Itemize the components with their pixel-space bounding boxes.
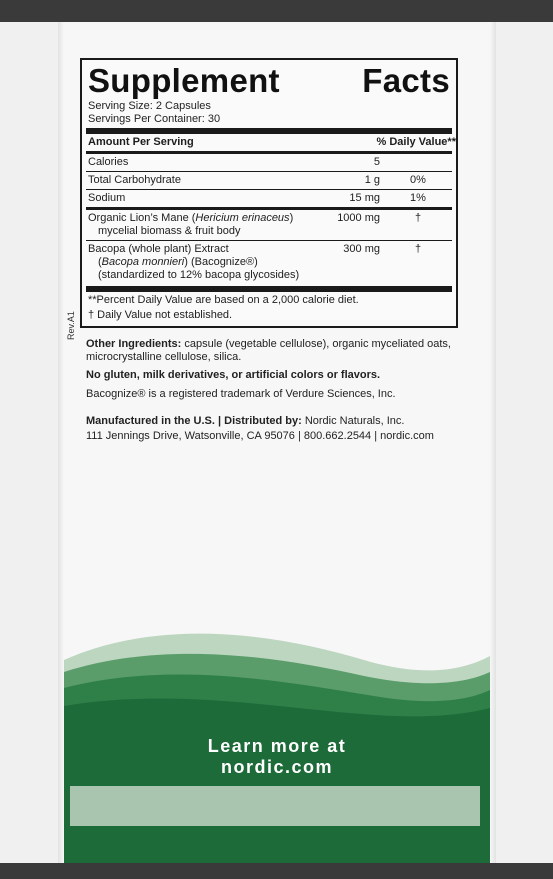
amount-per-serving-header: Amount Per Serving [88,136,194,148]
box-side-right [496,22,553,863]
panel-fold-right [490,22,496,863]
ingredient-row-lions-mane [86,210,452,240]
facts-title-right: Facts [362,62,450,99]
other-ingredients-text: capsule (vegetable cellulose), organic myceliated oats, microcrystalline cellulose, silica. [86,338,451,363]
bottom-edge [0,863,553,879]
other-ingredients-label: Other Ingredients: [86,338,182,350]
nutrient-name: Sodium [88,192,126,204]
distributor-name: Nordic Naturals, Inc. [301,415,405,427]
learn-more-line1: Learn more at [207,736,347,756]
ingredient-row-bacopa [86,241,452,284]
nutrient-amount: 1 g [364,174,380,186]
footnote-daily-value: **Percent Daily Value are based on a 2,000 calorie diet. [88,294,359,306]
nutrient-row-calories [86,154,452,171]
revision-code: Rev.A1 [66,311,76,340]
footnote-not-established: † Daily Value not established. [88,309,233,321]
lions-mane-name-b: ) [289,212,294,224]
serving-size: Serving Size: 2 Capsules [88,100,211,112]
learn-more-text [64,736,490,778]
nutrient-dv: 1% [410,192,426,204]
address-line: 111 Jennings Drive, Watsonville, CA 95076 | 800.662.2544 | nordic.com [86,430,434,442]
other-ingredients [86,338,466,364]
lions-mane-name-a: Organic Lion’s Mane ( [88,212,196,224]
servings-per-container: Servings Per Container: 30 [88,113,221,125]
lions-mane-latin: Hericium erinaceus [195,212,290,224]
facts-title-left: Supplement [88,62,280,99]
amount-header-row [86,134,456,151]
nutrient-dv: 0% [410,174,426,186]
barcode-area [70,786,480,826]
bacopa-dv: † [414,243,422,255]
lions-mane-amount: 1000 mg [337,212,380,224]
learn-more-line2: nordic.com [220,757,333,777]
bacopa-standardized: (standardized to 12% bacopa glycosides) [98,269,300,281]
nutrient-name: Total Carbohydrate [88,174,181,186]
nutrient-name: Calories [88,156,129,168]
bacopa-name: Bacopa (whole plant) Extract [88,243,229,255]
lions-mane-dv: † [414,212,422,224]
bacopa-paren-b: ) (Bacognize®) [184,256,258,268]
nutrient-row-carbohydrate [86,172,452,189]
daily-value-header: % Daily Value** [376,136,456,148]
bacopa-paren-a: ( [98,256,102,268]
lions-mane-desc: mycelial biomass & fruit body [98,225,241,237]
nutrient-row-sodium [86,190,452,207]
trademark-statement: Bacognize® is a registered trademark of Verdure Sciences, Inc. [86,388,396,400]
facts-title [86,60,452,100]
manufactured-label: Manufactured in the U.S. | Distributed by: [86,415,302,427]
box-side-left [0,22,58,863]
nutrient-amount: 15 mg [349,192,380,204]
no-gluten-statement: No gluten, milk derivatives, or artificial colors or flavors. [86,369,381,381]
bacopa-latin: Bacopa monnieri [101,256,185,268]
top-edge [0,0,553,22]
supplement-facts-panel [80,58,458,328]
bacopa-amount: 300 mg [343,243,380,255]
nutrient-amount: 5 [373,156,380,168]
manufacturer-line [86,415,466,428]
